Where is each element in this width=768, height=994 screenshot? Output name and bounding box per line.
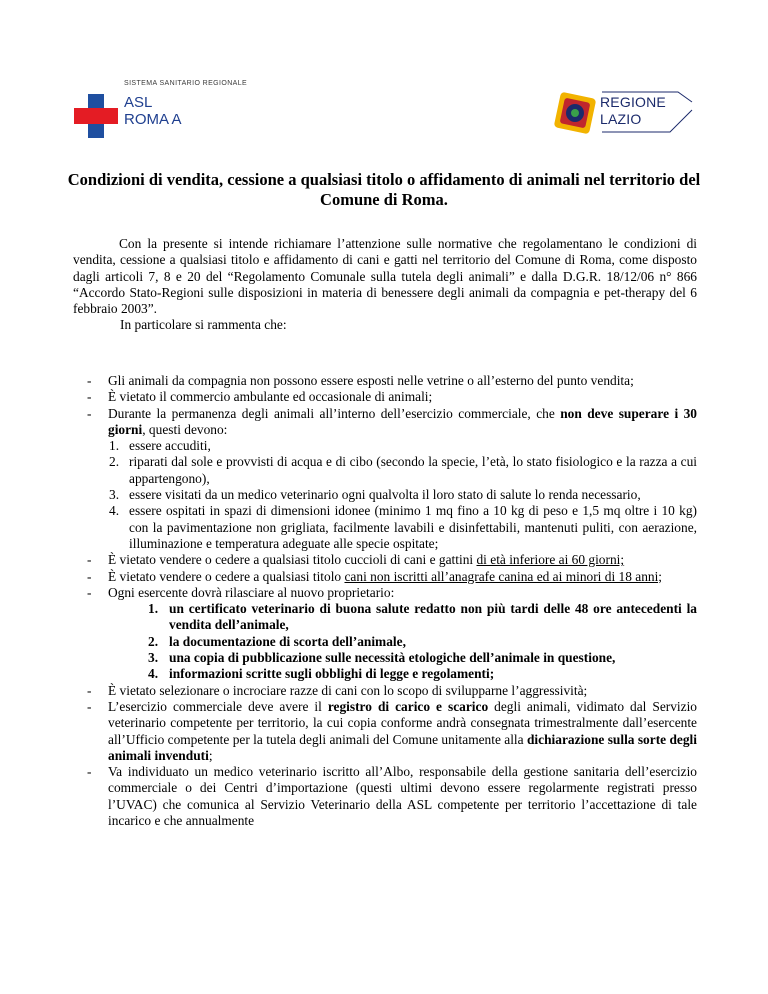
- list-item: - Gli animali da compagnia non possono essere esposti nelle vetrine o all’esterno del punto vendita;: [73, 373, 697, 389]
- intro-paragraph: Con la presente si intende richiamare l’attenzione sulle normative che regolamentano le condizioni di vendita, cessione a qualsiasi titolo e affidamento di cani e gatti nel territorio del Comune di Roma, come disposto dagli articoli 7, 8 e 20 del “Regolamento Comunale sulla tutela degli animali” e dalla D.G.R. 18/12/06 n° 866 “Accordo Stato-Regioni sulle disposizioni in materia di benessere degli animali da compagnia e pet-therapy del 6 febbraio 2003”.: [73, 236, 697, 317]
- list-item: - L’esercizio commerciale deve avere il registro di carico e scarico degli animali, vidimato dal Servizio veterinario competente per territorio, la cui copia conforme andrà consegnata trimestralmente dall’esercente all’Ufficio competente per la tutela degli animali del Comune unitamente alla dichiarazione sulla sorte degli animali invenduti;: [73, 699, 697, 764]
- list-item: 2. la documentazione di scorta dell’animale,: [148, 633, 406, 649]
- list-item: 4. informazioni scritte sugli obblighi di legge e regolamenti;: [148, 666, 495, 682]
- conditions-list: [73, 373, 697, 829]
- intro-section: [73, 236, 697, 334]
- list-item: 2. riparati dal sole e provvisti di acqua e di cibo (secondo la specie, l’età, lo stato fisiologico e la razza a cui appartengono),: [109, 454, 697, 486]
- asl-subtitle: SISTEMA SANITARIO REGIONALE: [124, 80, 248, 87]
- list-item: - È vietato il commercio ambulante ed occasionale di animali;: [73, 389, 697, 405]
- intro-lead: In particolare si rammenta che:: [120, 317, 287, 333]
- list-item: - Va individuato un medico veterinario iscritto all’Albo, responsabile della gestione sanitaria dell’esercizio commerciale o dei Centri d’importazione (questi ultimi devono essere regolarmente registrati presso l’UVAC) che comunica al Servizio Veterinario della ASL competente per territorio l’accettazione di tale incarico e che annualmente: [73, 764, 697, 829]
- list-item: 1. essere accuditi,: [109, 438, 211, 454]
- lazio-name: REGIONE LAZIO: [600, 94, 666, 127]
- list-item: - Ogni esercente dovrà rilasciare al nuovo proprietario: 1. un certificato veterinario di buona salute redatto non più tardi delle 48 ore antecedenti la vendita dell’animale, 2. la documentazione di scorta dell’animale, 3. una copia di pubblicazione sulle necessità etologiche dell’animale in questione, 4. informazioni scritte sugli obblighi di legge e regolamenti;: [73, 585, 697, 683]
- list-item: 1. un certificato veterinario di buona salute redatto non più tardi delle 48 ore antecedenti la vendita dell’animale,: [148, 601, 697, 633]
- care-requirements-list: [108, 438, 697, 552]
- list-item: 3. essere visitati da un medico veterinario ogni qualvolta il loro stato di salute lo renda necessario,: [109, 487, 641, 503]
- list-item: 4. essere ospitati in spazi di dimensioni idonee (minimo 1 mq fino a 10 kg di peso e 1,5 mq oltre i 10 kg) con la pavimentazione non grigliata, facilmente lavabili e disinfettabili, mantenuti puliti, con aerazione, illuminazione e temperatura adeguate alle specie ospitate;: [109, 503, 697, 551]
- list-item: - Durante la permanenza degli animali all’interno dell’esercizio commerciale, che non deve superare i 30 giorni, questi devono: 1. essere accuditi, 2. riparati dal sole e provvisti di acqua e di cibo (secondo la specie, l’età, lo stato fisiologico e la razza a cui appartengono), 3. essere visitati da un medico veterinario ogni qualvolta il loro stato di salute lo renda necessario, 4. essere ospitati in spazi di dimensioni idonee (minimo 1 mq fino a 10 kg di peso e 1,5 mq oltre i 10 kg) con la pavimentazione non grigliata, facilmente lavabili e disinfettabili, mantenuti puliti, con aerazione, illuminazione e temperatura adeguate alle specie ospitate;: [73, 406, 697, 553]
- list-item: - È vietato vendere o cedere a qualsiasi titolo cani non iscritti all’anagrafe canina ed ai minori di 18 anni;: [73, 569, 697, 585]
- lazio-emblem-icon: [554, 92, 596, 134]
- list-item: - È vietato selezionare o incrociare razze di cani con lo scopo di svilupparne l’aggressività;: [73, 683, 697, 699]
- asl-name: ASL ROMA A: [124, 94, 182, 128]
- document-title: Condizioni di vendita, cessione a qualsiasi titolo o affidamento di animali nel territorio del Comune di Roma.: [67, 170, 701, 209]
- medical-cross-icon: [74, 94, 118, 138]
- asl-roma-a-logo: [70, 80, 246, 136]
- owner-documents-list: [108, 601, 697, 682]
- list-item: - È vietato vendere o cedere a qualsiasi titolo cuccioli di cani e gattini di età inferiore ai 60 giorni;: [73, 552, 697, 568]
- regione-lazio-logo: [554, 88, 694, 138]
- list-item: 3. una copia di pubblicazione sulle necessità etologiche dell’animale in questione,: [148, 650, 616, 666]
